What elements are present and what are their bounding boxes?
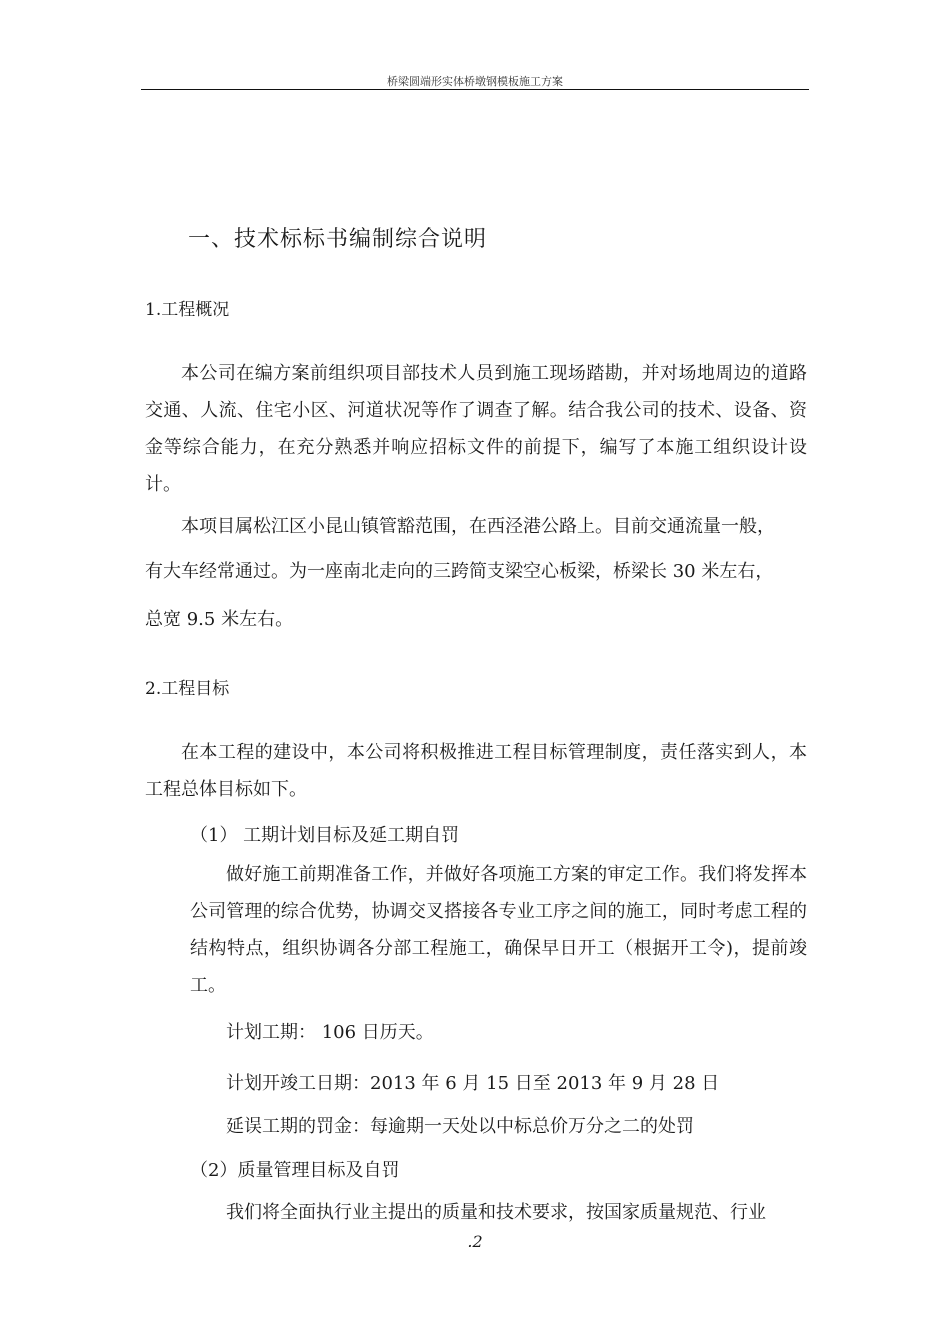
delay-penalty: 延误工期的罚金：每逾期一天处以中标总价万分之二的处罚: [226, 1116, 694, 1137]
item-2-heading: （2）质量管理目标及自罚: [190, 1160, 400, 1181]
section-heading-overview: 1.工程概况: [145, 300, 230, 320]
page-number: .2: [467, 1232, 483, 1251]
document-title: 一、技术标标书编制综合说明: [188, 227, 488, 252]
section-heading-goals: 2.工程目标: [145, 679, 230, 699]
item-2-body: 我们将全面执行业主提出的质量和技术要求，按国家质量规范、行业: [226, 1202, 766, 1223]
item-1-heading: （1） 工期计划目标及延工期自罚: [190, 825, 460, 846]
overview-paragraph-2-line-3: 总宽 9.5 米左右。: [145, 609, 294, 630]
planned-duration: 计划工期： 106 日历天。: [226, 1022, 434, 1043]
overview-paragraph-2-line-2: 有大车经常通过。为一座南北走向的三跨简支梁空心板梁，桥梁长 30 米左右，: [145, 561, 774, 582]
overview-paragraph-2-line-1: 本项目属松江区小昆山镇管豁范围，在西泾港公路上。目前交通流量一般，: [181, 516, 775, 537]
overview-paragraph-1: 本公司在编方案前组织项目部技术人员到施工现场踏勘，并对场地周边的道路交通、人流、住宅小区、河道状况等作了调查了解。结合我公司的技术、设备、资金等综合能力，在充分熟悉并响应招标文件的前提下，编写了本施工组织设计设计。: [145, 363, 807, 495]
planned-dates: 计划开竣工日期：2013 年 6 月 15 日至 2013 年 9 月 28 日: [226, 1073, 720, 1094]
item-1-body: 做好施工前期准备工作，并做好各项施工方案的审定工作。我们将发挥本公司管理的综合优势，协调交叉搭接各专业工序之间的施工，同时考虑工程的结构特点，组织协调各分部工程施工，确保早日开工（根据开工令)，提前竣工。: [190, 864, 807, 996]
running-header: 桥梁圆端形实体桥墩钢模板施工方案: [387, 75, 563, 88]
goals-intro-paragraph: 在本工程的建设中，本公司将积极推进工程目标管理制度，责任落实到人，本工程总体目标如下。: [145, 742, 807, 800]
header-rule: [141, 89, 809, 90]
